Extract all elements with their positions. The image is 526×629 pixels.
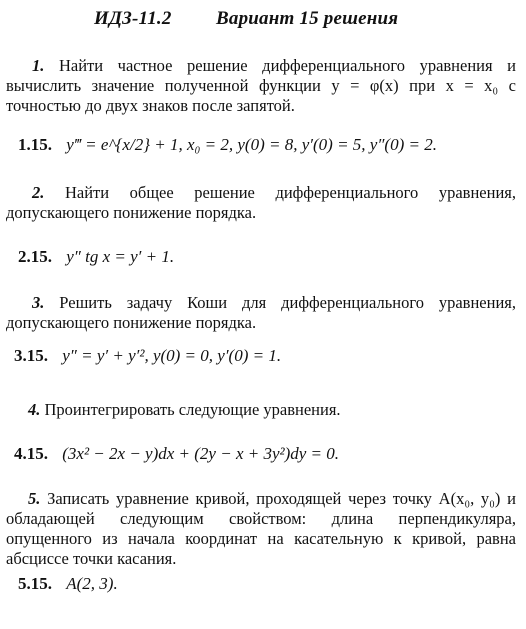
equation-formula: y‴ = e^{x/2} + 1, x₀ = 2, y(0) = 8, y′(0) = 5, y″(0) = 2. [66,135,437,154]
task-text: Найти частное решение дифференциального уравнения и вычислить значение полученной функции y = φ(x) при x = x₀ с точностью до двух знаков после запятой. [6,56,517,115]
equation-1 [18,135,437,155]
task-4 [6,400,516,420]
document-code: ИДЗ-11.2 [94,8,172,29]
task-text: Найти общее решение дифференциального уравнения, допускающего понижение порядка. [6,183,516,222]
task-text: Проинтегрировать следующие уравнения. [44,400,341,419]
equation-id: 5.15. [18,574,52,593]
equation-5 [18,574,118,594]
equation-id: 1.15. [18,135,52,154]
task-1 [6,56,516,116]
equation-formula: y″ = y′ + y′², y(0) = 0, y′(0) = 1. [62,346,282,365]
equation-4 [14,444,339,464]
equation-formula: A(2, 3). [66,574,118,593]
task-number: 2. [32,183,45,202]
task-number: 3. [32,293,45,312]
task-number: 5. [28,489,41,508]
equation-3 [14,346,281,366]
equation-id: 2.15. [18,247,52,266]
task-3 [6,293,516,333]
task-number: 4. [28,400,41,419]
task-text: Записать уравнение кривой, проходящей через точку A(x₀, y₀) и обладающей следующим свойством: длина перпендикуляра, опущенного из начала координат на касательную к кривой, равна абсциссе точки касания. [6,489,516,568]
task-2 [6,183,516,223]
equation-id: 4.15. [14,444,48,463]
equation-id: 3.15. [14,346,48,365]
equation-formula: y″ tg x = y′ + 1. [66,247,175,266]
task-number: 1. [32,56,45,75]
equation-2 [18,247,174,267]
task-text: Решить задачу Коши для дифференциального уравнения, допускающего понижение порядка. [6,293,516,332]
task-5 [6,489,516,569]
equation-formula: (3x² − 2x − y)dx + (2y − x + 3y²)dy = 0. [62,444,340,463]
variant-title: Вариант 15 решения [216,8,399,29]
